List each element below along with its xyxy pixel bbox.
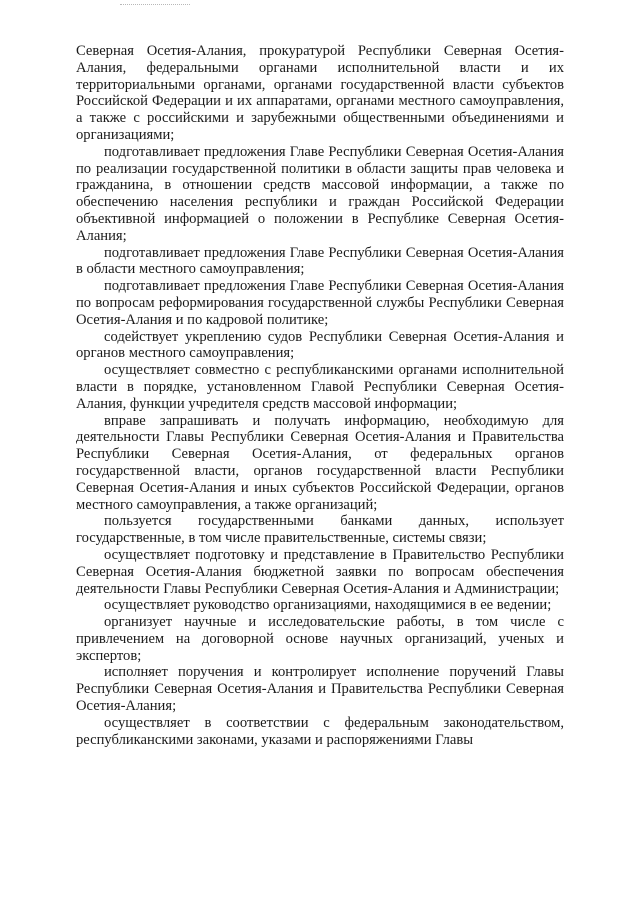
scan-mark	[120, 4, 190, 7]
document-body	[76, 43, 564, 748]
paragraph: пользуется государственными банками данных, использует государственные, в том числе правительственные, системы связи;	[76, 513, 564, 547]
paragraph: подготавливает предложения Главе Республики Северная Осетия-Алания по реализации государственной политики в области защиты прав человека и гражданина, в отношении средств массовой информации, а также по обеспечению населения республики и граждан Российской Федерации объективной информацией о положении в Республике Северная Осетия-Алания;	[76, 143, 564, 244]
paragraph: осуществляет руководство организациями, находящимися в ее ведении;	[104, 597, 552, 614]
paragraph-truncated: осуществляет в соответствии с федеральным законодательством, республиканскими законами, указами и распоряжениями Главы	[76, 714, 564, 748]
paragraph: исполняет поручения и контролирует исполнение поручений Главы Республики Северная Осетия-Алания и Правительства Республики Северная Осетия-Алания;	[76, 664, 564, 715]
paragraph: подготавливает предложения Главе Республики Северная Осетия-Алания в области местного самоуправления;	[76, 244, 564, 278]
paragraph: осуществляет подготовку и представление в Правительство Республики Северная Осетия-Алания бюджетной заявки по вопросам обеспечения деятельности Главы Республики Северная Осетия-Алания и Администрации;	[76, 546, 564, 597]
paragraph-continuation: Северная Осетия-Алания, прокуратурой Республики Северная Осетия-Алания, федеральными органами исполнительной власти и их территориальными органами, органами государственной власти субъектов Российской Федерации и их аппаратами, органами местного самоуправления, а также с российскими и зарубежными общественными объединениями и организациями;	[76, 43, 564, 143]
paragraph: осуществляет совместно с республиканскими органами исполнительной власти в порядке, установленном Главой Республики Северная Осетия-Алания, функции учредителя средств массовой информации;	[76, 362, 564, 412]
paragraph: подготавливает предложения Главе Республики Северная Осетия-Алания по вопросам реформирования государственной службы Республики Северная Осетия-Алания и по кадровой политике;	[76, 278, 564, 328]
paragraph: вправе запрашивать и получать информацию, необходимую для деятельности Главы Республики Северная Осетия-Алания и Правительства Республики Северная Осетия-Алания, от федеральных органов государственной власти, органов государственной власти Республики Северная Осетия-Алания и иных субъектов Российской Федерации, органов местного самоуправления, а также организаций;	[76, 412, 564, 513]
paragraph: содействует укреплению судов Республики Северная Осетия-Алания и органов местного самоуправления;	[76, 328, 564, 362]
paragraph: организует научные и исследовательские работы, в том числе с привлечением на договорной основе научных организаций, ученых и экспертов;	[76, 614, 564, 664]
